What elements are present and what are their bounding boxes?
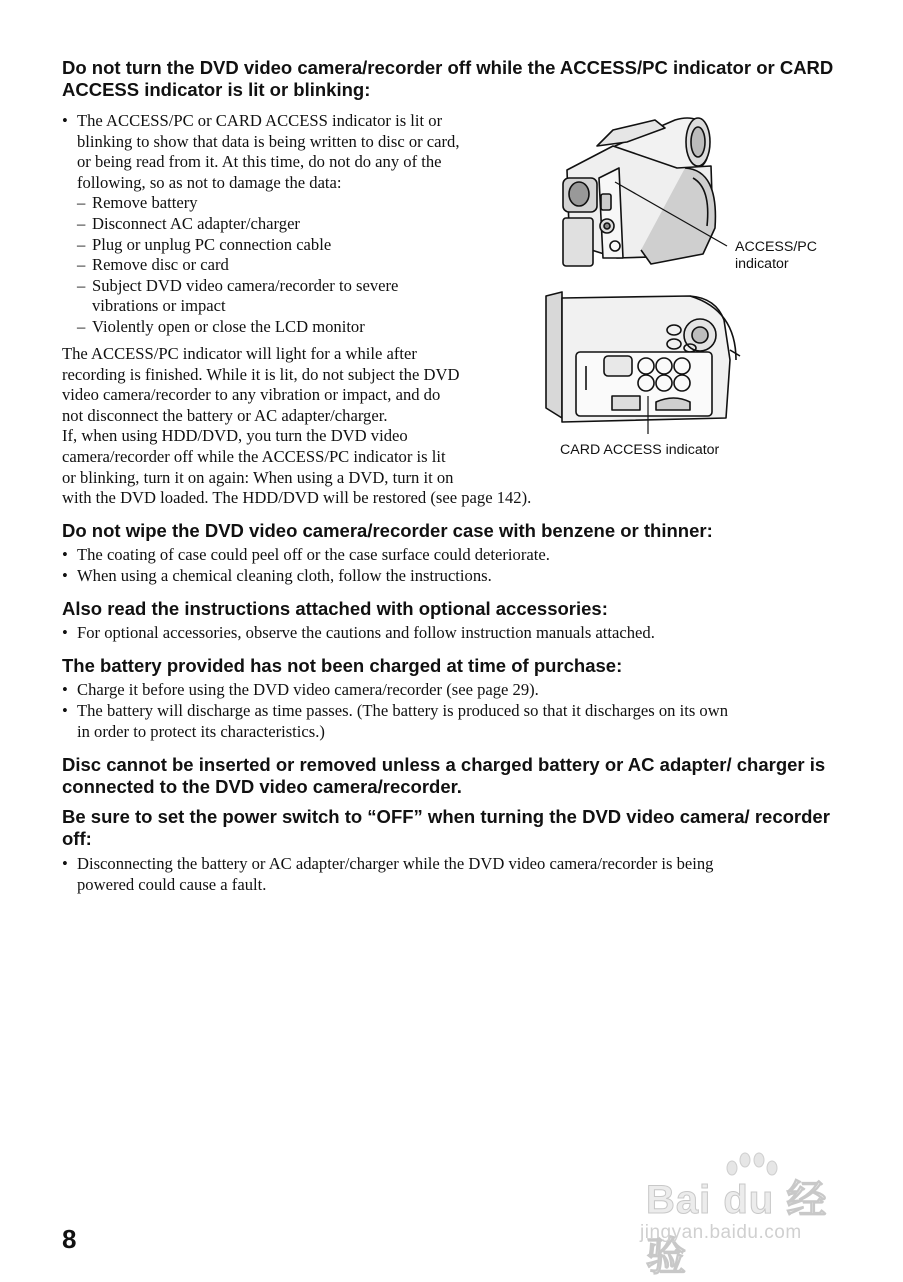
- dash-item: – Remove battery: [62, 193, 198, 214]
- bullet-access-line-3: or being read from it. At this time, do not do any of the: [77, 152, 442, 172]
- caption-access-pc: ACCESS/PC: [735, 239, 817, 255]
- paragraph-line: with the DVD loaded. The HDD/DVD will be restored (see page 142).: [62, 488, 532, 508]
- bullet-item: • Disconnecting the battery or AC adapter/charger while the DVD video camera/recorder is being: [62, 854, 713, 875]
- bullet-item: • The battery will discharge as time passes. (The battery is produced so that it discharges on its own: [62, 701, 728, 722]
- watermark-url: jingyan.baidu.com: [640, 1222, 802, 1243]
- paragraph-line: The ACCESS/PC indicator will light for a while after: [62, 344, 417, 363]
- heading-access-indicator: Do not turn the DVD video camera/recorder off while the ACCESS/PC indicator or CARD ACCESS indicator is lit or blinking:: [62, 57, 834, 100]
- bullet-item: • The coating of case could peel off or the case surface could deteriorate.: [62, 545, 550, 566]
- camcorder-lcd-open-illustration: [540, 290, 745, 435]
- paragraph-line: video camera/recorder to any vibration or impact, and do: [62, 385, 441, 405]
- watermark: [640, 1160, 860, 1279]
- caption-card-access: CARD ACCESS indicator: [560, 442, 720, 458]
- paragraph-line: If, when using HDD/DVD, you turn the DVD video: [62, 426, 408, 446]
- heading-benzene: Do not wipe the DVD video camera/recorder case with benzene or thinner:: [62, 520, 713, 541]
- bullet-item: • For optional accessories, observe the cautions and follow instruction manuals attached.: [62, 623, 655, 644]
- bullet-item: • When using a chemical cleaning cloth, follow the instructions.: [62, 566, 492, 587]
- watermark-logo: Bai du 经验: [646, 1178, 828, 1279]
- heading-power-switch: Be sure to set the power switch to “OFF” when turning the DVD video camera/ recorder off:: [62, 806, 830, 849]
- dash-item: – Disconnect AC adapter/charger: [62, 214, 300, 235]
- camcorder-side-illustration: [555, 108, 730, 278]
- heading-battery: The battery provided has not been charged at time of purchase:: [62, 655, 623, 676]
- page-number: 8: [62, 1224, 77, 1254]
- bullet-access-line-1: • The ACCESS/PC or CARD ACCESS indicator is lit or: [62, 111, 442, 132]
- dash-item-continued: vibrations or impact: [92, 296, 226, 316]
- paragraph-line: recording is finished. While it is lit, do not subject the DVD: [62, 364, 460, 384]
- caption-indicator: indicator: [735, 256, 789, 272]
- dash-item: – Violently open or close the LCD monitor: [62, 317, 365, 338]
- heading-accessories: Also read the instructions attached with optional accessories:: [62, 598, 608, 619]
- dash-item: – Subject DVD video camera/recorder to severe: [62, 276, 398, 297]
- bullet-item: • Charge it before using the DVD video camera/recorder (see page 29).: [62, 680, 539, 701]
- bullet-access-line-2: blinking to show that data is being written to disc or card,: [77, 131, 460, 151]
- dash-item: – Remove disc or card: [62, 255, 229, 276]
- heading-disc: Disc cannot be inserted or removed unless a charged battery or AC adapter/ charger is connected to the DVD video camera/recorder.: [62, 754, 826, 797]
- dash-item: – Plug or unplug PC connection cable: [62, 235, 331, 256]
- paragraph-line: or blinking, turn it on again: When using a DVD, turn it on: [62, 467, 454, 487]
- paragraph-line: camera/recorder off while the ACCESS/PC indicator is lit: [62, 447, 446, 466]
- bullet-continued: in order to protect its characteristics.): [77, 721, 325, 741]
- bullet-continued: powered could cause a fault.: [77, 874, 267, 894]
- bullet-access-line-4: following, so as not to damage the data:: [77, 172, 342, 192]
- paragraph-line: not disconnect the battery or AC adapter/charger.: [62, 405, 388, 425]
